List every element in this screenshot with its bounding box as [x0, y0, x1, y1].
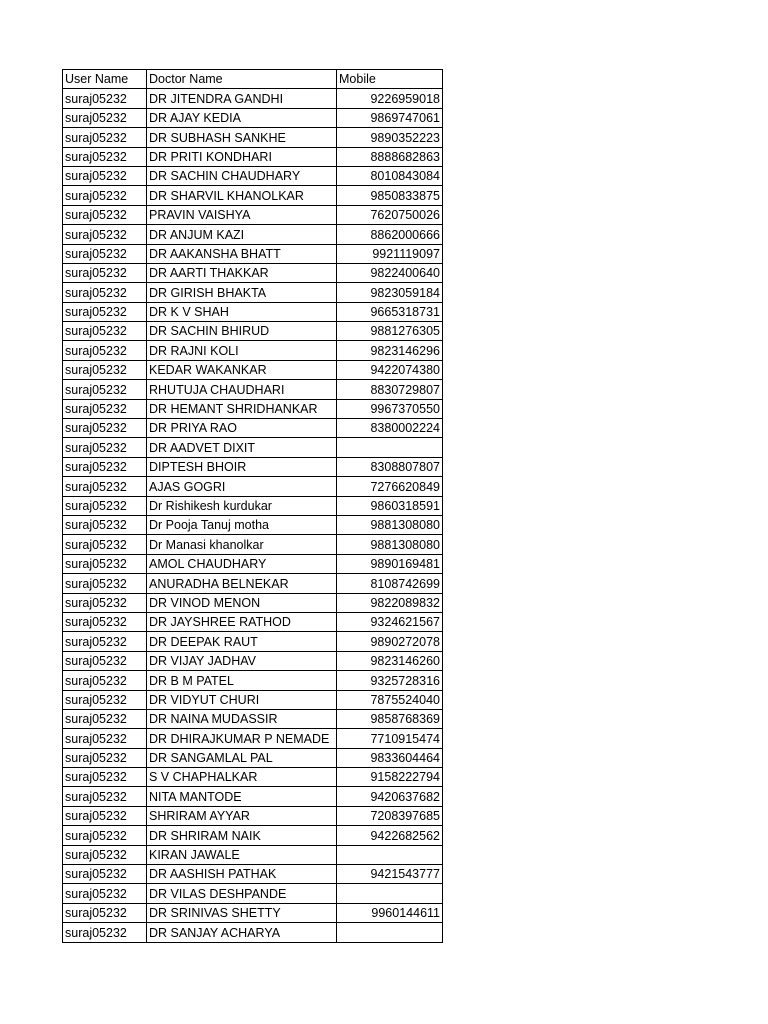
cell-mobile: 9850833875	[337, 186, 443, 205]
cell-user-name: suraj05232	[63, 515, 147, 534]
cell-doctor-name: DIPTESH BHOIR	[147, 457, 337, 476]
table-header-row	[63, 70, 443, 89]
cell-mobile: 9158222794	[337, 768, 443, 787]
cell-user-name: suraj05232	[63, 457, 147, 476]
table-row	[63, 709, 443, 728]
header-user-name: User Name	[63, 70, 147, 89]
cell-doctor-name: ANURADHA BELNEKAR	[147, 574, 337, 593]
cell-doctor-name: DR VINOD MENON	[147, 593, 337, 612]
cell-mobile: 9960144611	[337, 903, 443, 922]
cell-mobile: 9665318731	[337, 302, 443, 321]
cell-user-name: suraj05232	[63, 554, 147, 573]
cell-doctor-name: DR SHRIRAM NAIK	[147, 826, 337, 845]
cell-user-name: suraj05232	[63, 399, 147, 418]
cell-mobile: 9823146296	[337, 341, 443, 360]
cell-mobile: 8010843084	[337, 166, 443, 185]
cell-user-name: suraj05232	[63, 593, 147, 612]
table-row	[63, 147, 443, 166]
table-row	[63, 593, 443, 612]
cell-doctor-name: Dr Pooja Tanuj motha	[147, 515, 337, 534]
cell-mobile: 9858768369	[337, 709, 443, 728]
cell-mobile: 7208397685	[337, 806, 443, 825]
cell-doctor-name: DR GIRISH BHAKTA	[147, 283, 337, 302]
cell-user-name: suraj05232	[63, 903, 147, 922]
cell-doctor-name: DR B M PATEL	[147, 671, 337, 690]
table-row	[63, 612, 443, 631]
cell-mobile: 7710915474	[337, 729, 443, 748]
cell-user-name: suraj05232	[63, 205, 147, 224]
cell-doctor-name: S V CHAPHALKAR	[147, 768, 337, 787]
cell-user-name: suraj05232	[63, 360, 147, 379]
cell-mobile	[337, 438, 443, 457]
cell-doctor-name: KEDAR WAKANKAR	[147, 360, 337, 379]
cell-mobile: 9822089832	[337, 593, 443, 612]
table-row	[63, 806, 443, 825]
cell-mobile	[337, 923, 443, 942]
cell-doctor-name: DR AADVET DIXIT	[147, 438, 337, 457]
cell-mobile: 9823146260	[337, 651, 443, 670]
cell-user-name: suraj05232	[63, 574, 147, 593]
cell-user-name: suraj05232	[63, 709, 147, 728]
cell-doctor-name: DR SANJAY ACHARYA	[147, 923, 337, 942]
cell-mobile: 8888682863	[337, 147, 443, 166]
cell-doctor-name: Dr Rishikesh kurdukar	[147, 496, 337, 515]
cell-mobile: 9226959018	[337, 89, 443, 108]
table-body	[63, 70, 443, 943]
table-row	[63, 380, 443, 399]
cell-doctor-name: NITA MANTODE	[147, 787, 337, 806]
cell-doctor-name: DR PRIYA RAO	[147, 419, 337, 438]
table-row	[63, 768, 443, 787]
cell-mobile: 9822400640	[337, 263, 443, 282]
table-row	[63, 360, 443, 379]
cell-user-name: suraj05232	[63, 438, 147, 457]
table-row	[63, 302, 443, 321]
table-row	[63, 748, 443, 767]
cell-user-name: suraj05232	[63, 845, 147, 864]
table-row	[63, 341, 443, 360]
cell-doctor-name: DR SACHIN BHIRUD	[147, 322, 337, 341]
cell-user-name: suraj05232	[63, 865, 147, 884]
table-row	[63, 535, 443, 554]
cell-user-name: suraj05232	[63, 535, 147, 554]
cell-user-name: suraj05232	[63, 826, 147, 845]
table-row	[63, 554, 443, 573]
cell-user-name: suraj05232	[63, 166, 147, 185]
cell-user-name: suraj05232	[63, 147, 147, 166]
cell-doctor-name: DR VILAS DESHPANDE	[147, 884, 337, 903]
cell-doctor-name: DR DHIRAJKUMAR P NEMADE	[147, 729, 337, 748]
table-row	[63, 128, 443, 147]
table-row	[63, 903, 443, 922]
cell-user-name: suraj05232	[63, 651, 147, 670]
cell-mobile	[337, 884, 443, 903]
table-row	[63, 884, 443, 903]
cell-mobile: 9325728316	[337, 671, 443, 690]
table-row	[63, 244, 443, 263]
cell-doctor-name: DR DEEPAK RAUT	[147, 632, 337, 651]
cell-user-name: suraj05232	[63, 419, 147, 438]
cell-doctor-name: DR SUBHASH SANKHE	[147, 128, 337, 147]
cell-user-name: suraj05232	[63, 923, 147, 942]
cell-doctor-name: RHUTUJA CHAUDHARI	[147, 380, 337, 399]
cell-user-name: suraj05232	[63, 244, 147, 263]
cell-user-name: suraj05232	[63, 787, 147, 806]
cell-doctor-name: DR SRINIVAS SHETTY	[147, 903, 337, 922]
table-row	[63, 477, 443, 496]
table-row	[63, 89, 443, 108]
table-row	[63, 496, 443, 515]
cell-doctor-name: DR JITENDRA GANDHI	[147, 89, 337, 108]
table-row	[63, 865, 443, 884]
table-row	[63, 671, 443, 690]
table-row	[63, 574, 443, 593]
cell-mobile: 9881308080	[337, 535, 443, 554]
cell-mobile: 9921119097	[337, 244, 443, 263]
table-row	[63, 690, 443, 709]
cell-mobile	[337, 845, 443, 864]
cell-doctor-name: DR SANGAMLAL PAL	[147, 748, 337, 767]
table-row	[63, 263, 443, 282]
cell-mobile: 9890169481	[337, 554, 443, 573]
cell-user-name: suraj05232	[63, 108, 147, 127]
cell-mobile: 8108742699	[337, 574, 443, 593]
table-row	[63, 399, 443, 418]
cell-mobile: 9324621567	[337, 612, 443, 631]
cell-user-name: suraj05232	[63, 768, 147, 787]
cell-doctor-name: AMOL CHAUDHARY	[147, 554, 337, 573]
cell-user-name: suraj05232	[63, 322, 147, 341]
table-row	[63, 826, 443, 845]
cell-mobile: 9420637682	[337, 787, 443, 806]
cell-doctor-name: DR SHARVIL KHANOLKAR	[147, 186, 337, 205]
cell-user-name: suraj05232	[63, 283, 147, 302]
cell-user-name: suraj05232	[63, 729, 147, 748]
cell-user-name: suraj05232	[63, 302, 147, 321]
cell-doctor-name: DR PRITI KONDHARI	[147, 147, 337, 166]
cell-user-name: suraj05232	[63, 341, 147, 360]
cell-user-name: suraj05232	[63, 477, 147, 496]
cell-doctor-name: DR ANJUM KAZI	[147, 225, 337, 244]
cell-mobile: 9869747061	[337, 108, 443, 127]
cell-mobile: 9422682562	[337, 826, 443, 845]
cell-mobile: 9881308080	[337, 515, 443, 534]
cell-doctor-name: Dr Manasi khanolkar	[147, 535, 337, 554]
cell-user-name: suraj05232	[63, 89, 147, 108]
table-row	[63, 205, 443, 224]
table-row	[63, 923, 443, 942]
table-row	[63, 515, 443, 534]
cell-user-name: suraj05232	[63, 671, 147, 690]
table-row	[63, 457, 443, 476]
cell-user-name: suraj05232	[63, 884, 147, 903]
table-row	[63, 419, 443, 438]
cell-doctor-name: DR K V SHAH	[147, 302, 337, 321]
cell-user-name: suraj05232	[63, 263, 147, 282]
cell-doctor-name: KIRAN JAWALE	[147, 845, 337, 864]
table-row	[63, 225, 443, 244]
header-mobile: Mobile	[337, 70, 443, 89]
cell-mobile: 9881276305	[337, 322, 443, 341]
cell-user-name: suraj05232	[63, 380, 147, 399]
cell-user-name: suraj05232	[63, 128, 147, 147]
cell-mobile: 8862000666	[337, 225, 443, 244]
cell-mobile: 9422074380	[337, 360, 443, 379]
cell-doctor-name: DR RAJNI KOLI	[147, 341, 337, 360]
cell-user-name: suraj05232	[63, 225, 147, 244]
doctor-contact-table	[62, 69, 443, 943]
cell-doctor-name: DR AAKANSHA BHATT	[147, 244, 337, 263]
cell-mobile: 9860318591	[337, 496, 443, 515]
cell-user-name: suraj05232	[63, 748, 147, 767]
cell-mobile: 9823059184	[337, 283, 443, 302]
cell-doctor-name: DR AASHISH PATHAK	[147, 865, 337, 884]
cell-mobile: 8830729807	[337, 380, 443, 399]
table-row	[63, 729, 443, 748]
cell-mobile: 7620750026	[337, 205, 443, 224]
cell-mobile: 9890272078	[337, 632, 443, 651]
cell-doctor-name: DR HEMANT SHRIDHANKAR	[147, 399, 337, 418]
cell-doctor-name: DR SACHIN CHAUDHARY	[147, 166, 337, 185]
table-row	[63, 845, 443, 864]
cell-doctor-name: DR VIJAY JADHAV	[147, 651, 337, 670]
header-doctor-name: Doctor Name	[147, 70, 337, 89]
cell-mobile: 8308807807	[337, 457, 443, 476]
cell-mobile: 7276620849	[337, 477, 443, 496]
cell-doctor-name: DR JAYSHREE RATHOD	[147, 612, 337, 631]
cell-user-name: suraj05232	[63, 612, 147, 631]
cell-user-name: suraj05232	[63, 632, 147, 651]
cell-mobile: 9421543777	[337, 865, 443, 884]
table-row	[63, 283, 443, 302]
cell-user-name: suraj05232	[63, 186, 147, 205]
cell-mobile: 7875524040	[337, 690, 443, 709]
table-row	[63, 322, 443, 341]
table-row	[63, 787, 443, 806]
table-row	[63, 651, 443, 670]
cell-mobile: 9967370550	[337, 399, 443, 418]
table-row	[63, 632, 443, 651]
cell-mobile: 9890352223	[337, 128, 443, 147]
table-row	[63, 166, 443, 185]
table-row	[63, 108, 443, 127]
cell-mobile: 8380002224	[337, 419, 443, 438]
cell-doctor-name: DR NAINA MUDASSIR	[147, 709, 337, 728]
table-row	[63, 186, 443, 205]
cell-doctor-name: PRAVIN VAISHYA	[147, 205, 337, 224]
cell-user-name: suraj05232	[63, 690, 147, 709]
cell-user-name: suraj05232	[63, 496, 147, 515]
cell-user-name: suraj05232	[63, 806, 147, 825]
cell-doctor-name: DR VIDYUT CHURI	[147, 690, 337, 709]
cell-doctor-name: DR AARTI THAKKAR	[147, 263, 337, 282]
cell-mobile: 9833604464	[337, 748, 443, 767]
cell-doctor-name: AJAS GOGRI	[147, 477, 337, 496]
cell-doctor-name: DR AJAY KEDIA	[147, 108, 337, 127]
cell-doctor-name: SHRIRAM AYYAR	[147, 806, 337, 825]
table-row	[63, 438, 443, 457]
